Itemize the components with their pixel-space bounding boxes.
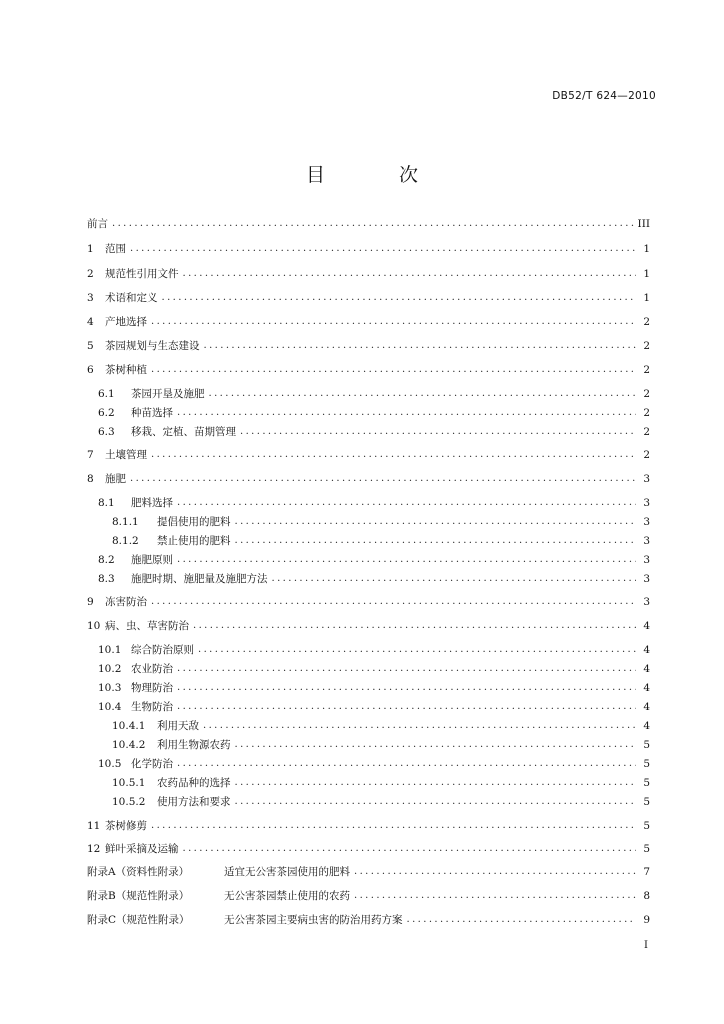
- toc-dot-leader: [198, 643, 636, 657]
- toc-dot-leader: [235, 795, 637, 809]
- toc-entry-page: 3: [643, 516, 650, 528]
- toc-entry[interactable]: [87, 534, 650, 548]
- toc-entry-number: 7: [87, 449, 94, 461]
- toc-entry[interactable]: [87, 719, 650, 733]
- toc-dot-leader: [162, 291, 637, 305]
- toc-entry-label: 施肥: [105, 473, 126, 485]
- toc-entry-label: 无公害茶园主要病虫害的防治用药方案: [224, 914, 403, 926]
- toc-entry-label: 范围: [105, 243, 126, 255]
- toc-entry-page: 3: [643, 473, 650, 485]
- toc-entry-label: 利用天敌: [157, 720, 199, 732]
- toc-dot-leader: [235, 515, 637, 529]
- toc-entry-page: 4: [643, 701, 650, 713]
- toc-entry[interactable]: [87, 819, 650, 833]
- toc-dot-leader: [112, 217, 634, 231]
- toc-entry-label: 农业防治: [131, 663, 173, 675]
- toc-entry[interactable]: [87, 595, 650, 609]
- toc-entry-page: 4: [643, 644, 650, 656]
- toc-entry-label: 化学防治: [131, 758, 173, 770]
- toc-entry-page: 2: [643, 388, 650, 400]
- toc-entry[interactable]: [87, 242, 650, 256]
- toc-entry-page: 5: [643, 739, 650, 751]
- toc-dot-leader: [240, 425, 636, 439]
- toc-entry-page: 5: [643, 777, 650, 789]
- toc-entry[interactable]: [87, 339, 650, 353]
- toc-dot-leader: [183, 842, 637, 856]
- toc-entry-page: 3: [643, 573, 650, 585]
- toc-entry-label: 产地选择: [105, 316, 147, 328]
- toc-entry[interactable]: [87, 448, 650, 462]
- toc-entry-number: 6: [87, 364, 94, 376]
- toc-dot-leader: [354, 865, 636, 879]
- page-title: 目 次: [305, 164, 453, 186]
- toc-entry-label: 禁止使用的肥料: [157, 535, 231, 547]
- toc-entry-label: 使用方法和要求: [157, 796, 231, 808]
- toc-entry-number: 附录A（资料性附录）: [87, 866, 190, 878]
- toc-dot-leader: [204, 339, 637, 353]
- toc-entry-number: 3: [87, 292, 94, 304]
- toc-entry-page: 2: [643, 316, 650, 328]
- toc-entry[interactable]: [87, 217, 650, 231]
- toc-dot-leader: [177, 681, 636, 695]
- toc-entry[interactable]: [87, 515, 650, 529]
- toc-entry-page: 3: [643, 497, 650, 509]
- toc-entry-number: 10.5.1: [112, 777, 146, 789]
- toc-entry-number: 5: [87, 340, 94, 352]
- toc-entry[interactable]: [87, 700, 650, 714]
- toc-dot-leader: [177, 757, 636, 771]
- toc-entry[interactable]: [87, 662, 650, 676]
- toc-entry[interactable]: [87, 681, 650, 695]
- toc-entry-label: 茶园开垦及施肥: [131, 388, 205, 400]
- toc-entry[interactable]: [87, 738, 650, 752]
- toc-entry-page: 2: [643, 407, 650, 419]
- toc-entry-page: 4: [643, 620, 650, 632]
- toc-entry-label: 鲜叶采摘及运输: [105, 843, 179, 855]
- toc-entry-page: 3: [643, 535, 650, 547]
- toc-dot-leader: [130, 242, 636, 256]
- toc-entry[interactable]: [87, 913, 650, 927]
- toc-entry-page: 4: [643, 720, 650, 732]
- toc-entry-label: 肥料选择: [131, 497, 173, 509]
- toc-entry-number: 10.4.2: [112, 739, 146, 751]
- toc-entry[interactable]: [87, 795, 650, 809]
- toc-entry-number: 10.3: [98, 682, 122, 694]
- toc-entry[interactable]: [87, 643, 650, 657]
- toc-entry-page: 1: [643, 243, 650, 255]
- toc-dot-leader: [193, 619, 636, 633]
- toc-dot-leader: [151, 819, 636, 833]
- toc-entry-label: 前言: [87, 218, 108, 230]
- toc-dot-leader: [177, 496, 636, 510]
- toc-entry-page: 2: [643, 426, 650, 438]
- toc-entry-label: 提倡使用的肥料: [157, 516, 231, 528]
- toc-entry-label: 生物防治: [131, 701, 173, 713]
- toc-dot-leader: [130, 472, 636, 486]
- toc-dot-leader: [151, 448, 636, 462]
- toc-entry-number: 10.5: [98, 758, 122, 770]
- toc-dot-leader: [407, 913, 637, 927]
- toc-entry-page: 3: [643, 554, 650, 566]
- toc-dot-leader: [177, 553, 636, 567]
- toc-dot-leader: [183, 267, 637, 281]
- toc-entry[interactable]: [87, 865, 650, 879]
- toc-dot-leader: [151, 315, 636, 329]
- toc-entry-number: 附录B（规范性附录）: [87, 890, 190, 902]
- toc-entry-page: 5: [643, 796, 650, 808]
- toc-entry[interactable]: [87, 387, 650, 401]
- toc-entry[interactable]: [87, 572, 650, 586]
- toc-entry[interactable]: [87, 619, 650, 633]
- toc-entry-number: 10.2: [98, 663, 122, 675]
- toc-entry[interactable]: [87, 267, 650, 281]
- toc-entry[interactable]: [87, 757, 650, 771]
- toc-entry-number: 6.1: [98, 388, 115, 400]
- toc-entry-number: 12: [87, 843, 101, 855]
- toc-entry-page: 7: [643, 866, 650, 878]
- toc-entry-page: 5: [643, 843, 650, 855]
- toc-entry-page: 3: [643, 596, 650, 608]
- toc-entry-number: 8: [87, 473, 94, 485]
- toc-entry-label: 种苗选择: [131, 407, 173, 419]
- toc-dot-leader: [203, 719, 636, 733]
- toc-entry-label: 冻害防治: [105, 596, 147, 608]
- toc-dot-leader: [177, 662, 636, 676]
- toc-entry-number: 1: [87, 243, 94, 255]
- toc-dot-leader: [209, 387, 637, 401]
- toc-entry-number: 2: [87, 268, 94, 280]
- toc-entry[interactable]: [87, 776, 650, 790]
- toc-entry-page: 1: [643, 268, 650, 280]
- toc-entry-label: 移栽、定植、苗期管理: [131, 426, 236, 438]
- toc-entry[interactable]: [87, 553, 650, 567]
- toc-entry-label: 土壤管理: [105, 449, 147, 461]
- toc-entry-page: 5: [643, 758, 650, 770]
- toc-dot-leader: [235, 738, 637, 752]
- toc-entry-page: 5: [643, 820, 650, 832]
- toc-entry-number: 10.1: [98, 644, 122, 656]
- page-number: I: [644, 940, 648, 951]
- toc-entry-label: 物理防治: [131, 682, 173, 694]
- toc-entry-label: 综合防治原则: [131, 644, 194, 656]
- toc-entry-label: 利用生物源农药: [157, 739, 231, 751]
- toc-entry[interactable]: [87, 496, 650, 510]
- toc-entry-label: 术语和定义: [105, 292, 158, 304]
- toc-entry[interactable]: [87, 472, 650, 486]
- toc-entry-page: 4: [643, 682, 650, 694]
- toc-entry-number: 4: [87, 316, 94, 328]
- toc-entry-number: 10.5.2: [112, 796, 146, 808]
- toc-entry-number: 9: [87, 596, 94, 608]
- toc-entry-label: 病、虫、草害防治: [105, 620, 189, 632]
- toc-entry-number: 8.1: [98, 497, 115, 509]
- toc-entry[interactable]: [87, 291, 650, 305]
- toc-entry[interactable]: [87, 425, 650, 439]
- toc-entry-number: 11: [87, 820, 101, 832]
- toc-dot-leader: [235, 776, 637, 790]
- toc-entry-page: 1: [643, 292, 650, 304]
- toc-entry-page: 2: [643, 364, 650, 376]
- toc-entry-label: 适宜无公害茶园使用的肥料: [224, 866, 350, 878]
- toc-entry-label: 无公害茶园禁止使用的农药: [224, 890, 350, 902]
- toc-entry-label: 茶园规划与生态建设: [105, 340, 200, 352]
- toc-entry-label: 农药品种的选择: [157, 777, 231, 789]
- toc-entry[interactable]: [87, 889, 650, 903]
- toc-entry-page: 4: [643, 663, 650, 675]
- toc-entry-number: 8.3: [98, 573, 115, 585]
- toc-entry-number: 8.1.1: [112, 516, 139, 528]
- toc-entry[interactable]: [87, 363, 650, 377]
- toc-entry-number: 10.4.1: [112, 720, 146, 732]
- toc-dot-leader: [235, 534, 637, 548]
- standard-code: DB52/T 624—2010: [552, 90, 656, 102]
- toc-entry-number: 10.4: [98, 701, 122, 713]
- toc-entry-number: 附录C（规范性附录）: [87, 914, 190, 926]
- toc-entry-page: 9: [643, 914, 650, 926]
- toc-dot-leader: [272, 572, 637, 586]
- toc-entry-label: 规范性引用文件: [105, 268, 179, 280]
- toc-entry-label: 施肥原则: [131, 554, 173, 566]
- toc-dot-leader: [177, 406, 636, 420]
- toc-entry-number: 8.2: [98, 554, 115, 566]
- toc-entry-page: III: [637, 218, 650, 230]
- toc-entry-number: 8.1.2: [112, 535, 139, 547]
- toc-entry-page: 2: [643, 449, 650, 461]
- toc-entry-label: 茶树种植: [105, 364, 147, 376]
- toc-dot-leader: [177, 700, 636, 714]
- toc-entry-number: 6.3: [98, 426, 115, 438]
- toc-entry-number: 10: [87, 620, 101, 632]
- toc-entry[interactable]: [87, 406, 650, 420]
- toc-entry-page: 8: [643, 890, 650, 902]
- toc-entry-label: 茶树修剪: [105, 820, 147, 832]
- toc-dot-leader: [151, 595, 636, 609]
- toc-entry[interactable]: [87, 842, 650, 856]
- toc-entry-number: 6.2: [98, 407, 115, 419]
- toc-dot-leader: [354, 889, 636, 903]
- toc-entry-page: 2: [643, 340, 650, 352]
- toc-dot-leader: [151, 363, 636, 377]
- toc-entry[interactable]: [87, 315, 650, 329]
- toc-entry-label: 施肥时期、施肥量及施肥方法: [131, 573, 268, 585]
